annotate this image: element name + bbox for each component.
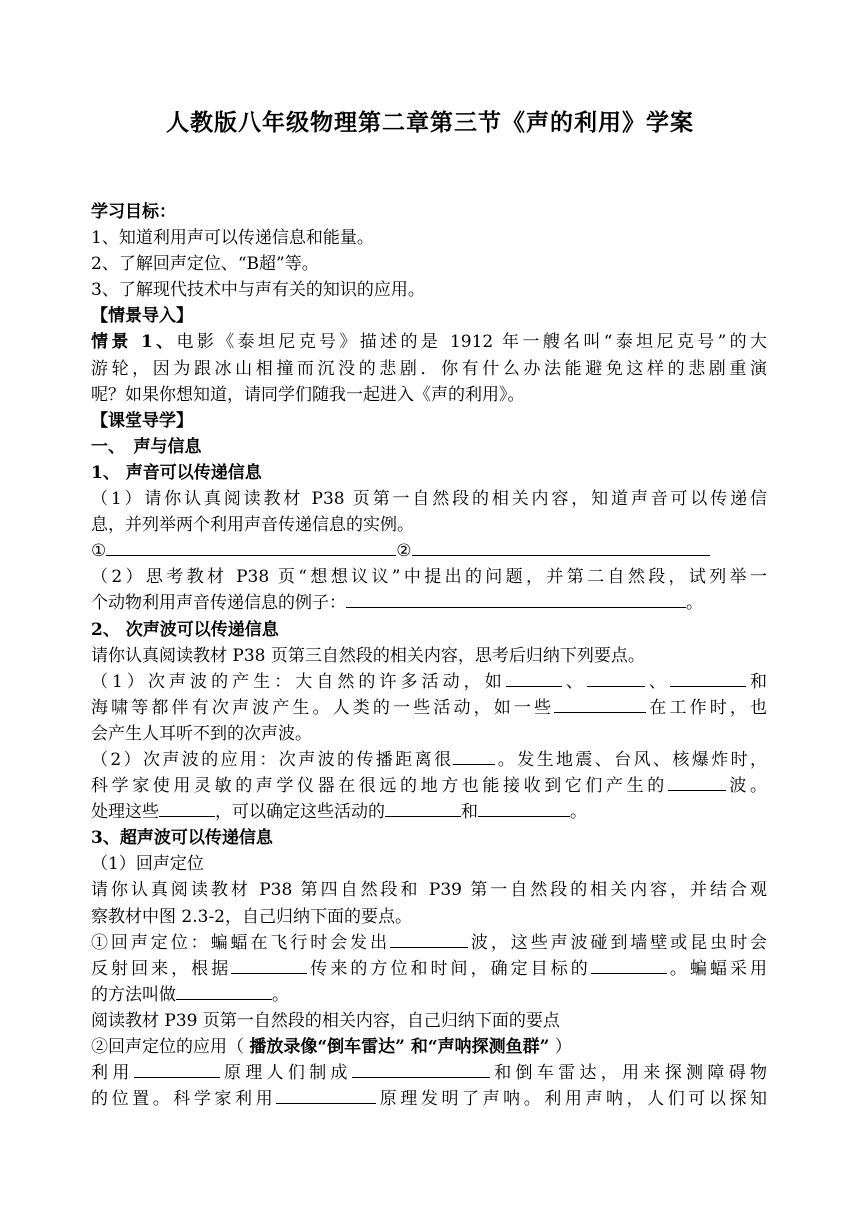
intro-line-3: 呢？如果你想知道，请同学们随我一起进入《声的利用》。 — [91, 384, 525, 405]
goal-item-3: 3、了解现代技术中与声有关的知识的应用。 — [91, 280, 425, 301]
intro-text-1: 电影《泰坦尼克号》描述的是 1912 年一艘名叫“泰坦尼克号”的大 — [176, 332, 767, 353]
guide-heading: 【课堂导学】 — [91, 410, 193, 431]
s1-q1-line-2: 息，并列举两个利用声音传递信息的实例。 — [91, 515, 414, 536]
s2-p2-text-b: 。发生地震、台风、核爆炸时， — [495, 749, 767, 770]
s2-p1-text-b: 和 — [745, 671, 767, 692]
s2-p2-text-a: （2）次声波的应用：次声波的传播距离很 — [91, 749, 454, 770]
s1-q2-text: 个动物利用声音传递信息的例子： — [91, 593, 346, 614]
s3-read-line-2: 察教材中图 2.3-2，自己归纳下面的要点。 — [91, 906, 412, 927]
s1-q2-line-1: （2）思考教材 P38 页“想想议议”中提出的问题，并第二自然段，试列举一 — [91, 567, 767, 588]
s2-p2-text-d: 波。 — [725, 776, 767, 797]
s1-heading: 1、 声音可以传递信息 — [91, 462, 262, 483]
s2-p2-text-g: 和 — [461, 802, 478, 823]
s3-e3-line-2 — [91, 1086, 767, 1112]
s3-read-line-3: 阅读教材 P39 页第一自然段的相关内容，自己归纳下面的要点 — [91, 1010, 560, 1031]
s2-p1-text-a: （1）次声波的产生：大自然的许多活动，如 — [91, 671, 506, 692]
s2-p1-line-1 — [91, 669, 767, 695]
s2-p2-text-c: 科学家使用灵敏的声学仪器在很远的地方也能接收到它们产生的 — [91, 776, 668, 797]
s2-p1-text-c: 海啸等都伴有次声波产生。人类的一些活动，如一些 — [91, 697, 555, 718]
goals-heading: 学习目标： — [91, 202, 176, 222]
s3-heading: 3、超声波可以传递信息 — [91, 828, 273, 849]
animal-example-blank[interactable] — [346, 590, 686, 608]
s3-e3-text-c: 和倒车雷达，用来探测障碍物 — [489, 1063, 767, 1084]
s2-heading: 2、 次声波可以传递信息 — [91, 619, 279, 640]
s3-e1-line-1 — [91, 930, 767, 956]
target-position-blank[interactable] — [591, 956, 667, 974]
section-1-heading: 一、 声与信息 — [91, 436, 202, 457]
s3-e3-text-e: 原理发明了声呐。利用声呐，人们可以探知 — [376, 1089, 767, 1110]
method-name-blank[interactable] — [176, 982, 272, 1000]
s3-e2-text-b: ） — [554, 1037, 572, 1057]
s3-e3-text-a: 利用 — [91, 1063, 134, 1084]
principle-blank-2[interactable] — [276, 1086, 376, 1104]
page-title: 人教版八年级物理第二章第三节《声的利用》学案 — [166, 109, 694, 136]
distance-blank[interactable] — [453, 747, 495, 765]
s3-e1-line-3 — [91, 982, 767, 1008]
s3-e2-text-a: ②回声定位的应用（ — [91, 1037, 244, 1057]
s3-e1-line-2 — [91, 956, 767, 982]
answer-blank-2[interactable] — [412, 538, 710, 556]
s2-p1-line-3: 会产生人耳听不到的次声波。 — [91, 723, 312, 744]
s3-e1-text-c: 反射回来，根据 — [91, 958, 232, 979]
s3-e1-text-g: 。 — [272, 984, 289, 1005]
s2-p2-text-f: ，可以确定这些活动的 — [215, 802, 385, 823]
intro-line-1 — [91, 329, 767, 355]
s2-p2-text-e: 处理这些 — [91, 802, 159, 823]
s3-e3-line-1 — [91, 1060, 767, 1086]
answer-mark-2: ② — [396, 541, 412, 562]
separator-1: 、 — [561, 671, 587, 692]
device-blank[interactable] — [352, 1060, 490, 1078]
answer-blank-1[interactable] — [106, 538, 396, 556]
s3-e1-text-f: 的方法叫做 — [91, 984, 176, 1005]
echo-blank[interactable] — [231, 956, 307, 974]
separator-2: 、 — [644, 671, 670, 692]
s3-e1-text-b: 波，这些声波碰到墙壁或昆虫时会 — [468, 932, 767, 953]
activity-property-blank-1[interactable] — [385, 799, 461, 817]
activity-property-blank-2[interactable] — [478, 799, 570, 817]
s2-p2-line-3 — [91, 799, 767, 825]
s3-e1-text-d: 传来的方位和时间，确定目标的 — [307, 958, 591, 979]
wave-type-blank[interactable] — [668, 773, 726, 791]
goal-item-2: 2、了解回声定位、“B超”等。 — [91, 254, 319, 275]
s3-e1-text-e: 。蝙蝠采用 — [666, 958, 767, 979]
video-note: 播放录像“倒车雷达” 和“声呐探测鱼群” — [249, 1037, 550, 1057]
s3-e1-text-a: ①回声定位：蝙蝠在飞行时会发出 — [91, 932, 390, 953]
intro-heading: 【情景导入】 — [91, 306, 193, 327]
infrasound-source-blank-2[interactable] — [587, 669, 645, 687]
intro-label: 情景 1、 — [91, 332, 177, 353]
s1-q1-line-1: （1）请你认真阅读教材 P38 页第一自然段的相关内容，知道声音可以传递信 — [91, 489, 767, 510]
bat-wave-blank[interactable] — [390, 930, 468, 948]
s2-intro: 请你认真阅读教材 P38 页第三自然段的相关内容，思考后归纳下列要点。 — [91, 645, 645, 666]
s2-p2-line-2 — [91, 773, 767, 799]
goal-item-1: 1、知道利用声可以传递信息和能量。 — [91, 228, 374, 249]
intro-line-2: 游轮，因为跟冰山相撞而沉没的悲剧．你有什么办法能避免这样的悲剧重演 — [91, 358, 767, 379]
s3-e3-text-d: 的位置。科学家利用 — [91, 1089, 277, 1110]
s2-p1-text-d: 在工作时，也 — [646, 697, 767, 718]
s3-e2-line — [91, 1034, 767, 1060]
s1-q2-end: 。 — [686, 593, 703, 614]
s3-e3-text-b: 原理人们制成 — [219, 1063, 352, 1084]
s1-answer-line — [91, 538, 767, 564]
document-body — [91, 199, 767, 1112]
s2-p2-text-h: 。 — [570, 802, 587, 823]
human-activity-blank[interactable] — [554, 695, 646, 713]
principle-blank-1[interactable] — [134, 1060, 220, 1078]
s3-read-line-1: 请你认真阅读教材 P38 第四自然段和 P39 第一自然段的相关内容，并结合观 — [91, 880, 767, 901]
infrasound-source-blank-3[interactable] — [670, 669, 746, 687]
answer-mark-1: ① — [91, 541, 107, 562]
s2-p1-line-2 — [91, 695, 767, 721]
s2-p2-line-1 — [91, 747, 767, 773]
infrasound-source-blank-1[interactable] — [506, 669, 562, 687]
s1-q2-line-2 — [91, 590, 767, 616]
s3-sub-1: （1）回声定位 — [91, 854, 204, 875]
process-blank[interactable] — [159, 799, 215, 817]
